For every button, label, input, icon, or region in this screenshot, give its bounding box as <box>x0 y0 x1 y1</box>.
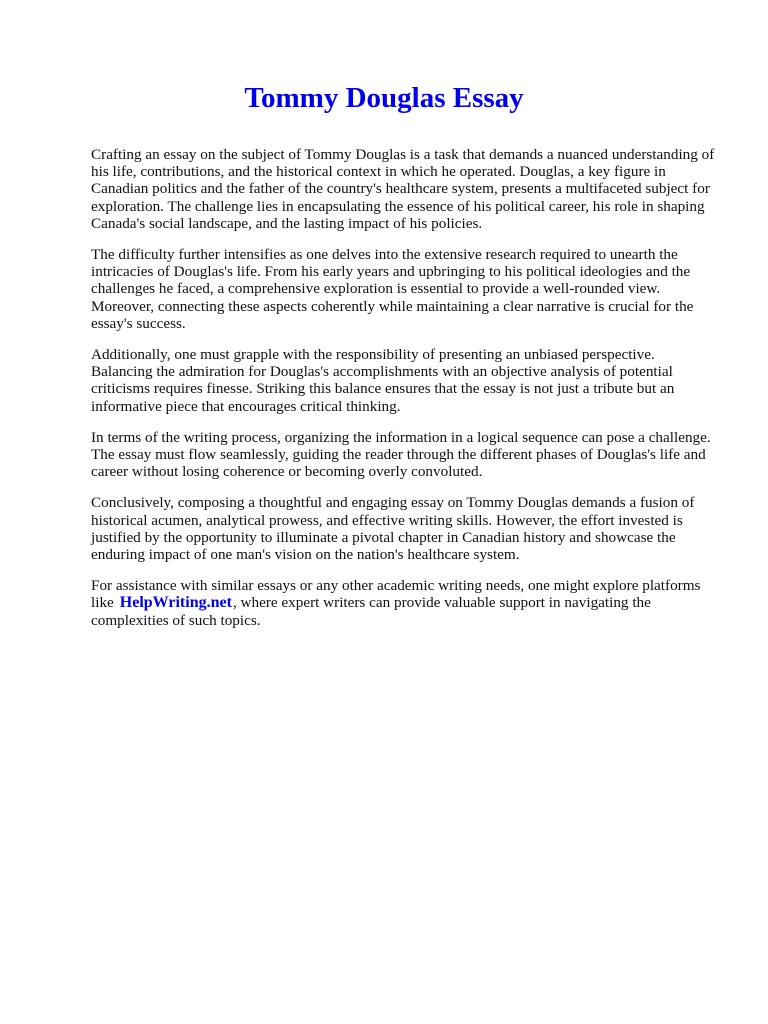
paragraph-6 <box>91 577 719 629</box>
paragraph-2: The difficulty further intensifies as one delves into the extensive research required to unearth the intricacies of Douglas's life. From his early years and upbringing to his political ideologies and the challenges he faced, a comprehensive exploration is essential to provide a well-rounded view. Moreover, connecting these aspects coherently while maintaining a clear narrative is crucial for the essay's success. <box>91 246 694 332</box>
paragraph-3: Additionally, one must grapple with the responsibility of presenting an unbiased perspective. Balancing the admiration for Douglas's accomplishments with an objective analysis of potential criticisms requires finesse. Striking this balance ensures that the essay is not just a tribute but an informative piece that encourages critical thinking. <box>91 346 675 415</box>
paragraph-4: In terms of the writing process, organizing the information in a logical sequence can pose a challenge. The essay must flow seamlessly, guiding the reader through the different phases of Douglas's life and career without losing coherence or becoming overly convoluted. <box>91 428 711 481</box>
helpwriting-link[interactable]: HelpWriting.net <box>119 594 232 612</box>
page-title: Tommy Douglas Essay <box>244 82 524 114</box>
paragraph-1: Crafting an essay on the subject of Tommy Douglas is a task that demands a nuanced understanding of his life, contributions, and the historical context in which he operated. Douglas, a key figure in Canadian politics and the father of the country's healthcare system, presents a multifaceted subject for exploration. The challenge lies in encapsulating the essence of his political career, his role in shaping Canada's social landscape, and the lasting impact of his policies. <box>91 146 715 232</box>
paragraph-5: Conclusively, composing a thoughtful and engaging essay on Tommy Douglas demands a fusion of historical acumen, analytical prowess, and effective writing skills. However, the effort invested is justified by the opportunity to illuminate a pivotal chapter in Canadian history and showcase the enduring impact of one man's vision on the nation's healthcare system. <box>91 494 695 564</box>
paragraph-6-lead: For assistance with similar essays or any other academic writing needs, one might explore platforms like <box>91 577 701 612</box>
essay-body <box>91 146 719 643</box>
paragraph-6-tail: , where expert writers can provide valuable support in navigating the complexities of such topics. <box>91 594 651 629</box>
